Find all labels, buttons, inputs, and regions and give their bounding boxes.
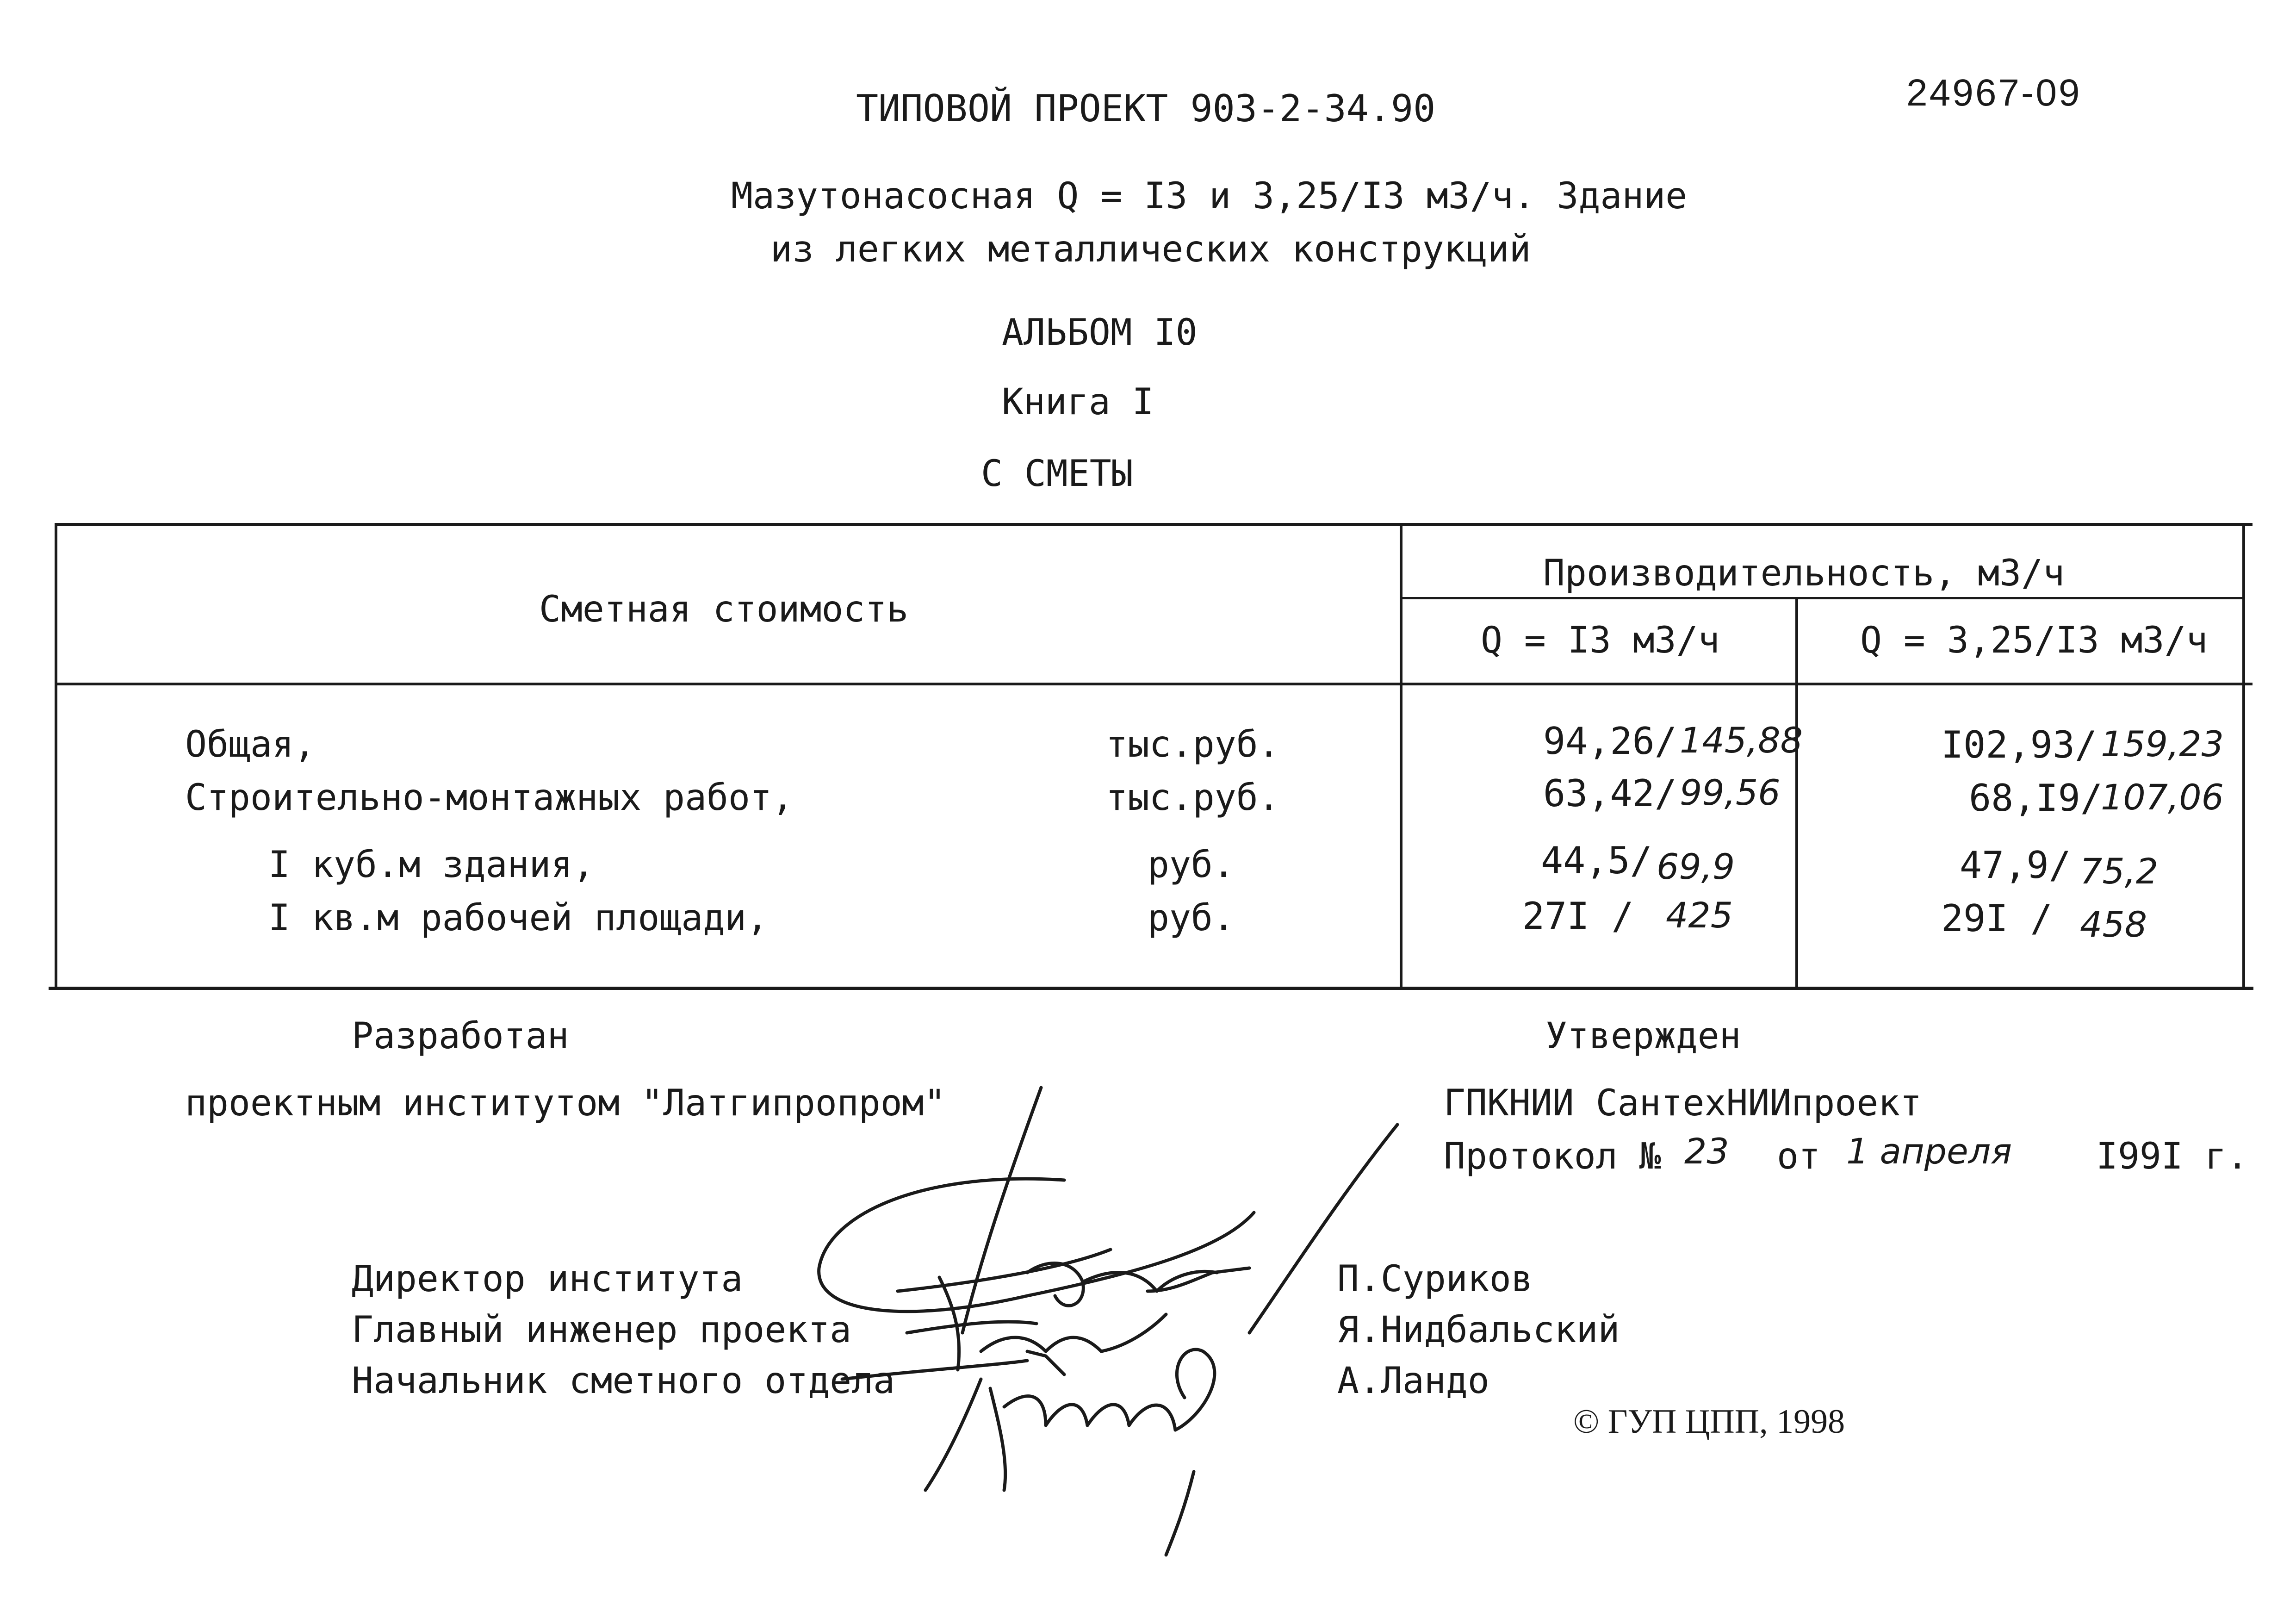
row-unit-square-meter: руб. [1148, 897, 1235, 939]
row-value-q2-construction: 68,I9/ [1969, 777, 2103, 820]
developer-organization: проектным институтом "Латгипропром" [185, 1082, 946, 1124]
signatory-name-estimates-head: А.Ландо [1337, 1360, 1489, 1402]
row-value-q1-construction: 63,42/ [1543, 772, 1677, 815]
table-left-border [55, 523, 57, 988]
protocol-year: I99I г. [2096, 1136, 2248, 1177]
header-q2: Q = 3,25/I3 м3/ч [1860, 620, 2208, 661]
row-unit-cubic-meter: руб. [1148, 844, 1235, 886]
row-value-q1-total-handwritten: 145,88 [1680, 720, 1803, 761]
signatory-role-chief-engineer: Главный инженер проекта [352, 1309, 852, 1351]
row-value-q2-construction-handwritten: 107,06 [2101, 777, 2224, 818]
row-value-q2-total: I02,93/ [1941, 723, 2097, 766]
approved-by-label: Утвержден [1545, 1015, 1741, 1057]
row-label-cubic-meter: I куб.м здания, [268, 844, 595, 886]
table-col-divider-2 [1795, 597, 1798, 988]
protocol-date: 1 апреля [1846, 1131, 2012, 1172]
signatory-role-director: Директор института [352, 1258, 743, 1300]
signatory-name-chief-engineer: Я.Нидбальский [1337, 1309, 1620, 1351]
row-value-q1-cubic-meter-handwritten: 69,9 [1657, 846, 1735, 887]
row-value-q1-square-meter-handwritten: 425 [1666, 895, 1733, 936]
page-title: ТИПОВОЙ ПРОЕКТ 903-2-34.90 [856, 87, 1436, 130]
protocol-number: 23 [1684, 1131, 1729, 1172]
subtitle-line-1: Мазутонасосная Q = I3 и 3,25/I3 м3/ч. Здание [731, 175, 1688, 217]
subtitle-line-2: из легких металлических конструкций [770, 229, 1531, 270]
row-value-q1-square-meter: 27I / [1522, 895, 1634, 938]
row-value-q2-cubic-meter-handwritten: 75,2 [2080, 851, 2159, 892]
signatory-name-director: П.Суриков [1337, 1258, 1533, 1300]
row-label-total: Общая, [185, 724, 316, 765]
table-subheader-line [1400, 597, 2245, 599]
handwritten-signatures [787, 1074, 1434, 1560]
row-value-q2-cubic-meter: 47,9/ [1960, 844, 2071, 887]
row-unit-construction: тыс.руб. [1106, 777, 1280, 819]
section-label: С СМЕТЫ [981, 453, 1133, 495]
table-col-divider-1 [1400, 523, 1402, 988]
table-bottom-border [49, 987, 2253, 990]
row-label-square-meter: I кв.м рабочей площади, [268, 897, 769, 939]
header-estimated-cost: Сметная стоимость [539, 589, 909, 630]
table-right-border [2242, 523, 2245, 988]
table-top-border [55, 523, 2253, 526]
protocol-from-label: от [1777, 1136, 1820, 1177]
row-value-q1-cubic-meter: 44,5/ [1541, 839, 1652, 882]
row-value-q2-square-meter-handwritten: 458 [2080, 904, 2147, 945]
developed-by-label: Разработан [352, 1015, 569, 1057]
approver-organization: ГПКНИИ СантехНИИпроект [1444, 1082, 1922, 1124]
signatory-role-estimates-head: Начальник сметного отдела [352, 1360, 895, 1402]
row-value-q1-construction-handwritten: 99,56 [1680, 772, 1781, 813]
row-unit-total: тыс.руб. [1106, 724, 1280, 765]
header-q1: Q = I3 м3/ч [1481, 620, 1720, 661]
header-capacity: Производительность, м3/ч [1543, 553, 2065, 594]
book-label: Книга I [1002, 381, 1154, 423]
protocol-label: Протокол № [1444, 1136, 1661, 1177]
row-value-q2-total-handwritten: 159,23 [2101, 723, 2224, 765]
album-label: АЛЬБОМ I0 [1002, 312, 1198, 354]
row-label-construction: Строительно-монтажных работ, [185, 777, 794, 819]
document-number: 24967-09 [1906, 72, 2082, 114]
copyright-notice: © ГУП ЦПП, 1998 [1573, 1403, 1845, 1441]
row-value-q2-square-meter: 29I / [1941, 897, 2053, 940]
row-value-q1-total: 94,26/ [1543, 720, 1677, 763]
table-header-divider [55, 683, 2253, 685]
